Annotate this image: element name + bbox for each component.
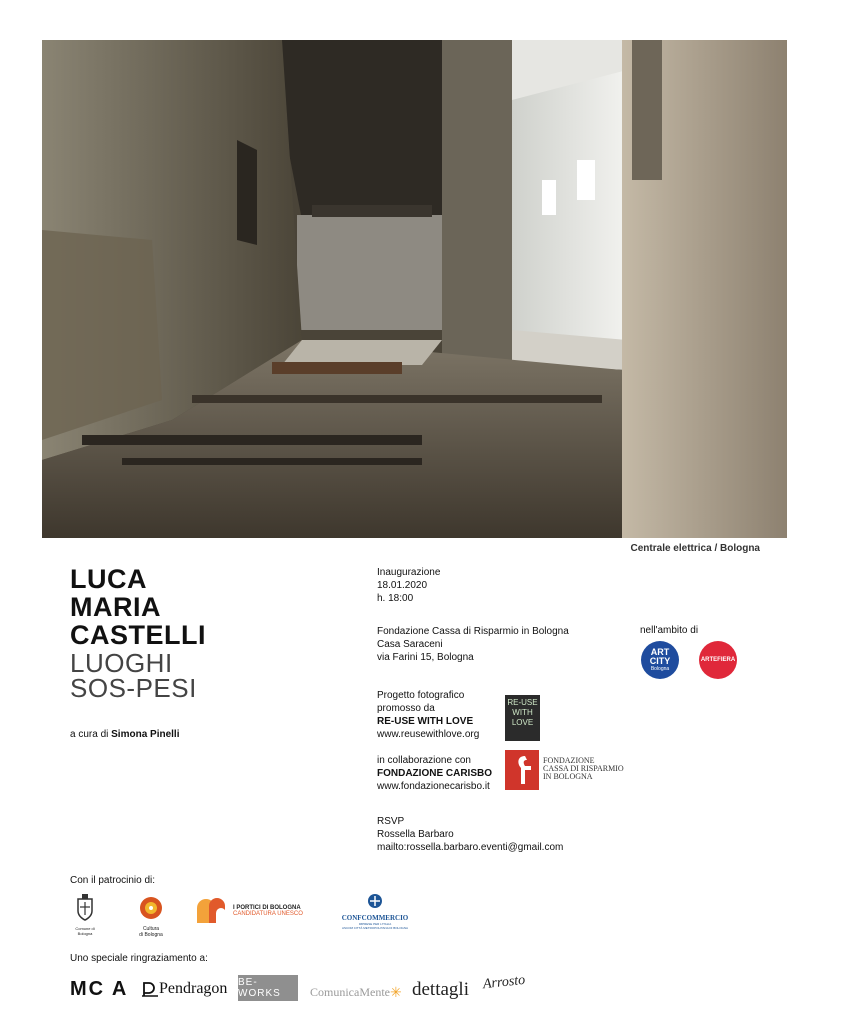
project-org: RE-USE WITH LOVE — [377, 716, 474, 727]
art-city-logo — [641, 641, 679, 679]
reuse-logo-text: WITH — [512, 708, 533, 717]
confcommercio-logo-sub: ASCOM CITTÀ METROPOLITANA DI BOLOGNA — [341, 926, 409, 930]
inauguration-block — [377, 566, 440, 605]
rsvp-block — [377, 815, 563, 854]
abandoned-power-station-image — [42, 40, 787, 538]
ambito-label: nell'ambito di — [640, 625, 699, 636]
confcommercio-logo-sub: IMPRESE PER L'ITALIA — [358, 922, 392, 926]
venue-line: via Farini 15, Bologna — [377, 652, 474, 663]
inauguration-date: 18.01.2020 — [377, 580, 428, 591]
project-line: promosso da — [377, 703, 435, 714]
comunicamente-star-icon: ✳ — [389, 986, 402, 1001]
confcommercio-logo — [330, 893, 420, 930]
art-city-logo-text: CITY — [649, 656, 671, 666]
bologna-crest-icon — [75, 893, 95, 921]
portici-logo-text: I PORTICI DI BOLOGNA — [233, 905, 301, 911]
artefiera-logo — [699, 641, 737, 679]
arrosto-logo: Arrosto — [482, 972, 526, 993]
reuse-logo-text: RE-USE — [507, 698, 538, 707]
portici-logo-sub: CANDIDATURA UNESCO — [233, 911, 303, 917]
portici-arches-icon — [196, 898, 230, 924]
collaboration-org: FONDAZIONE CARISBO — [377, 768, 492, 779]
inauguration-time: h. 18:00 — [377, 593, 414, 604]
project-line: Progetto fotografico — [377, 690, 465, 701]
art-city-logo-sub: Bologna — [650, 666, 670, 672]
thanks-label: Uno speciale ringraziamento a: — [70, 953, 208, 964]
collaboration-label: in collaborazione con — [377, 755, 471, 766]
confcommercio-emblem-icon — [365, 893, 385, 909]
comunicamente-logo-text: ComunicaMente — [310, 985, 390, 999]
artist-name-line: LUCA — [70, 564, 147, 594]
collaboration-block — [377, 754, 492, 793]
carisbo-emblem-icon — [505, 750, 539, 790]
hero-photograph — [42, 40, 787, 538]
cultura-bologna-logo — [136, 895, 166, 938]
reuse-logo-text: LOVE — [511, 718, 534, 727]
beworks-logo-text: BE-WORKS — [238, 977, 281, 999]
project-url-link[interactable]: www.reusewithlove.org — [377, 729, 480, 740]
photo-caption: Centrale elettrica / Bologna — [630, 543, 760, 554]
rsvp-name: Rossella Barbaro — [377, 829, 454, 840]
patronage-label: Con il patrocinio di: — [70, 875, 156, 886]
reuse-with-love-logo — [505, 695, 540, 741]
carisbo-logo-mark — [505, 750, 539, 790]
venue-line: Fondazione Cassa di Risparmio in Bologna — [377, 626, 569, 637]
dettagli-logo: dettagli — [412, 979, 469, 1000]
comune-di-bologna-logo — [70, 893, 100, 936]
artist-name-line: CASTELLI — [70, 620, 206, 650]
comunicamente-logo — [310, 985, 402, 1002]
cultura-logo-text: di Bologna — [139, 932, 163, 938]
rsvp-email-link[interactable]: mailto:rossella.barbaro.eventi@gmail.com — [377, 842, 564, 853]
pendragon-mark-icon — [141, 980, 159, 998]
venue-line: Casa Saraceni — [377, 639, 443, 650]
beworks-logo — [238, 975, 298, 1001]
exhibition-title-line: LUOGHI — [70, 648, 173, 678]
curator-name: Simona Pinelli — [111, 729, 180, 740]
project-block — [377, 689, 479, 741]
portici-di-bologna-logo — [196, 898, 303, 924]
pendragon-logo-text: Pendragon — [159, 980, 228, 997]
pendragon-logo — [141, 980, 227, 998]
exhibition-title — [70, 648, 197, 703]
artefiera-logo-text: ARTEFIERA — [700, 657, 736, 663]
cultura-logo-text: Cultura — [142, 926, 160, 932]
mca-logo: MC A — [70, 978, 129, 1000]
carisbo-logo-text — [543, 757, 624, 781]
carisbo-logo-line: CASSA DI RISPARMIO — [543, 764, 624, 773]
exhibition-title-line: SOS-PESI — [70, 673, 197, 703]
collaboration-url-link[interactable]: www.fondazionecarisbo.it — [377, 781, 490, 792]
carisbo-logo-line: FONDAZIONE — [543, 756, 595, 765]
cultura-emblem-icon — [138, 895, 164, 921]
curator-prefix: a cura di — [70, 729, 109, 740]
art-city-logo-text: ART — [650, 647, 670, 657]
artist-name — [70, 565, 206, 649]
confcommercio-logo-text: CONFCOMMERCIO — [341, 914, 409, 922]
inauguration-label: Inaugurazione — [377, 567, 441, 578]
carisbo-logo-line: IN BOLOGNA — [543, 772, 593, 781]
artist-name-line: MARIA — [70, 592, 161, 622]
venue-block — [377, 625, 569, 664]
rsvp-label: RSVP — [377, 816, 405, 827]
curator-credit — [70, 729, 180, 740]
portici-logo-text-group — [233, 905, 303, 917]
comune-logo-text: Comune di Bologna — [75, 926, 95, 936]
